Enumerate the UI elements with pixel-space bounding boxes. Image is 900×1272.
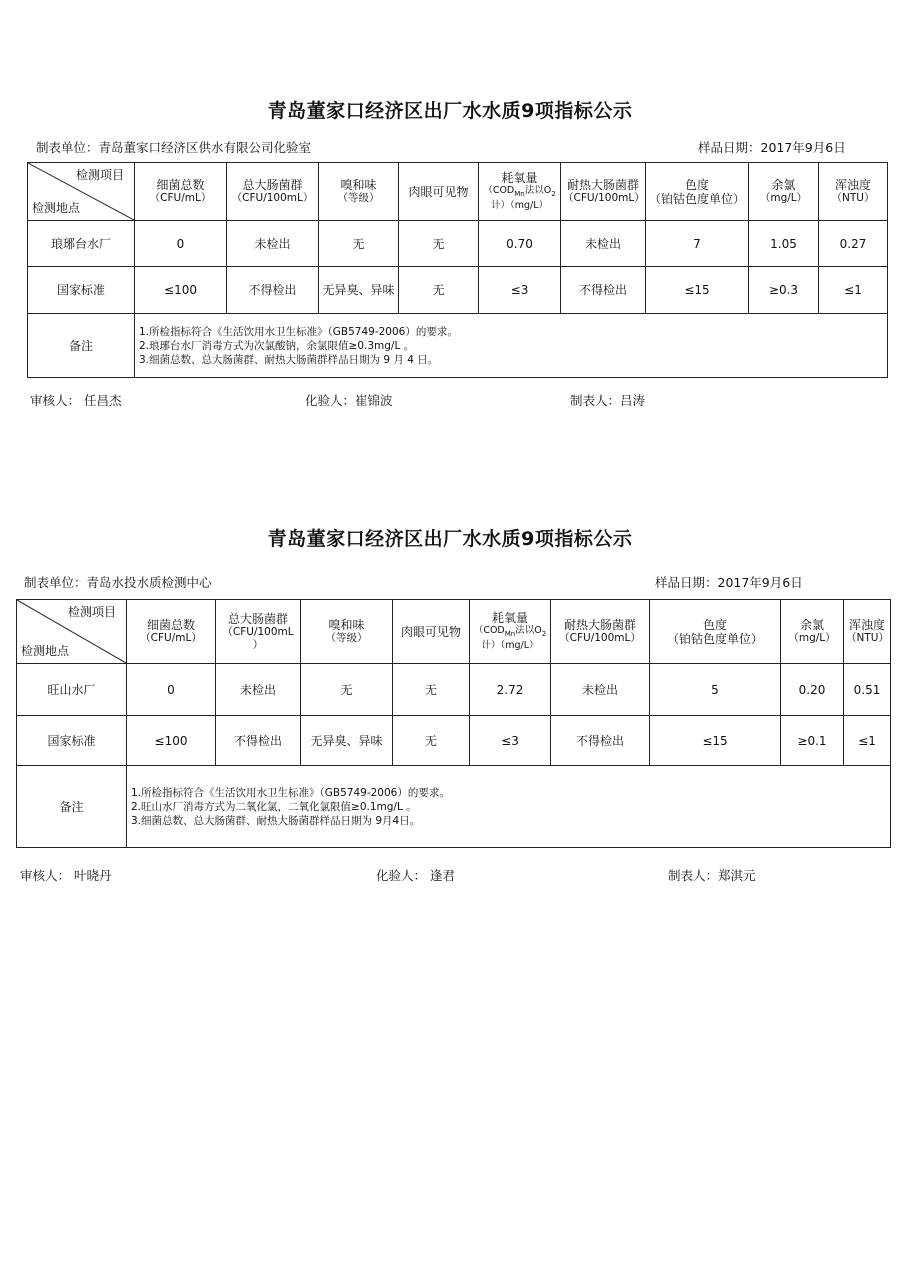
row-label: 琅琊台水厂 xyxy=(28,221,135,267)
header-chlorine: 余氯 （mg/L） xyxy=(749,163,819,221)
cell-value: 0 xyxy=(127,664,216,716)
preparer: 制表人：吕涛 xyxy=(570,393,646,408)
cell-value: 无 xyxy=(319,221,399,267)
table-row xyxy=(17,664,891,716)
header-visible: 肉眼可见物 xyxy=(393,600,470,664)
notes-cell xyxy=(135,314,888,378)
note-line: 3.细菌总数、总大肠菌群、耐热大肠菌群样品日期为 9 月 4 日。 xyxy=(139,353,439,366)
notes-row xyxy=(17,766,891,848)
diagonal-header-cell xyxy=(28,163,135,221)
diag-item-label: 检测项目 xyxy=(75,168,124,182)
cell-value: ≤3 xyxy=(470,716,551,766)
cell-value: 不得检出 xyxy=(227,267,319,314)
table-row xyxy=(28,267,888,314)
cell-value: 未检出 xyxy=(561,221,646,267)
cell-value: 未检出 xyxy=(551,664,650,716)
header-bacteria: 细菌总数 （CFU/mL） xyxy=(135,163,227,221)
cell-value: ≤1 xyxy=(819,267,888,314)
report-2-date: 样品日期：2017年9月6日 xyxy=(655,575,803,590)
report-1-title: 青岛董家口经济区出厂水水质9项指标公示 xyxy=(267,100,633,122)
header-turbidity: 浑浊度 （NTU） xyxy=(844,600,891,664)
header-turbidity: 浑浊度 （NTU） xyxy=(819,163,888,221)
row-label: 国家标准 xyxy=(28,267,135,314)
diag-item-label: 检测项目 xyxy=(67,605,116,619)
note-line: 2.琅琊台水厂消毒方式为次氯酸钠，余氯限值≥0.3mg/L 。 xyxy=(139,339,415,352)
table-header-row xyxy=(17,600,891,664)
header-visible: 肉眼可见物 xyxy=(399,163,479,221)
row-label: 旺山水厂 xyxy=(17,664,127,716)
cell-value: 无异臭、异味 xyxy=(301,716,393,766)
header-thermo-coliform: 耐热大肠菌群 （CFU/100mL） xyxy=(551,600,650,664)
cell-value: 无 xyxy=(393,664,470,716)
cell-value: 不得检出 xyxy=(551,716,650,766)
note-line: 1.所检指标符合《生活饮用水卫生标准》（GB5749-2006）的要求。 xyxy=(139,325,458,338)
notes-label: 备注 xyxy=(17,766,127,848)
cell-value: 1.05 xyxy=(749,221,819,267)
cell-value: 5 xyxy=(650,664,781,716)
report-2-unit: 制表单位：青岛水投水质检测中心 xyxy=(24,575,212,590)
cell-value: 2.72 xyxy=(470,664,551,716)
cell-value: ≥0.3 xyxy=(749,267,819,314)
cell-value: 不得检出 xyxy=(216,716,301,766)
table-header-row xyxy=(28,163,888,221)
report-1-date: 样品日期：2017年9月6日 xyxy=(698,140,846,155)
cell-value: 无异臭、异味 xyxy=(319,267,399,314)
cell-value: 7 xyxy=(646,221,749,267)
cell-value: 无 xyxy=(393,716,470,766)
cell-value: 不得检出 xyxy=(561,267,646,314)
header-color: 色度 （铂钴色度单位） xyxy=(646,163,749,221)
preparer: 制表人：郑淇元 xyxy=(668,868,756,883)
cell-value: 无 xyxy=(399,267,479,314)
note-line: 1.所检指标符合《生活饮用水卫生标准》（GB5749-2006）的要求。 xyxy=(131,786,450,799)
header-cod: 耗氧量 （$COD_{Mn}$法以$O_2$ 计）（mg/L） xyxy=(479,163,561,221)
diag-location-label: 检测地点 xyxy=(21,644,70,658)
cell-value: ≤15 xyxy=(650,716,781,766)
cell-value: 无 xyxy=(301,664,393,716)
report-1-unit: 制表单位：青岛董家口经济区供水有限公司化验室 xyxy=(36,140,312,155)
cell-value: 无 xyxy=(399,221,479,267)
notes-label: 备注 xyxy=(28,314,135,378)
report-1-table xyxy=(27,162,888,378)
cell-value: 0.51 xyxy=(844,664,891,716)
note-line: 3.细菌总数、总大肠菌群、耐热大肠菌群样品日期为 9月4日。 xyxy=(131,814,421,827)
cell-value: ≤15 xyxy=(646,267,749,314)
row-label: 国家标准 xyxy=(17,716,127,766)
header-odor: 嗅和味 （等级） xyxy=(319,163,399,221)
notes-cell xyxy=(127,766,891,848)
cell-value: ≥0.1 xyxy=(781,716,844,766)
tester: 化验人：崔锦波 xyxy=(305,393,393,408)
cell-value: ≤100 xyxy=(127,716,216,766)
cell-value: ≤100 xyxy=(135,267,227,314)
cell-value: 0 xyxy=(135,221,227,267)
cell-value: ≤1 xyxy=(844,716,891,766)
header-coliform: 总大肠菌群 （CFU/100mL ） xyxy=(216,600,301,664)
table-row xyxy=(17,716,891,766)
report-2-table xyxy=(16,599,891,848)
reviewer: 审核人： 叶晓丹 xyxy=(20,868,112,883)
header-chlorine: 余氯 （mg/L） xyxy=(781,600,844,664)
notes-row xyxy=(28,314,888,378)
table-row xyxy=(28,221,888,267)
reviewer: 审核人： 任昌杰 xyxy=(30,393,122,408)
cell-value: 0.20 xyxy=(781,664,844,716)
note-line: 2.旺山水厂消毒方式为二氧化氯，二氧化氯限值≥0.1mg/L 。 xyxy=(131,800,417,813)
report-2-title: 青岛董家口经济区出厂水水质9项指标公示 xyxy=(267,528,633,550)
header-bacteria: 细菌总数 （CFU/mL） xyxy=(127,600,216,664)
cell-value: 未检出 xyxy=(227,221,319,267)
header-coliform: 总大肠菌群 （CFU/100mL） xyxy=(227,163,319,221)
header-cod: 耗氧量 （$COD_{Mn}$法以$O_2$ 计）（mg/L） xyxy=(470,600,551,664)
diag-location-label: 检测地点 xyxy=(32,201,81,215)
cell-value: 未检出 xyxy=(216,664,301,716)
diagonal-header-cell xyxy=(17,600,127,664)
cell-value: 0.70 xyxy=(479,221,561,267)
header-odor: 嗅和味 （等级） xyxy=(301,600,393,664)
cell-value: ≤3 xyxy=(479,267,561,314)
header-thermo-coliform: 耐热大肠菌群 （CFU/100mL） xyxy=(561,163,646,221)
tester: 化验人： 逢君 xyxy=(376,868,455,883)
header-color: 色度 （铂钴色度单位） xyxy=(650,600,781,664)
cell-value: 0.27 xyxy=(819,221,888,267)
